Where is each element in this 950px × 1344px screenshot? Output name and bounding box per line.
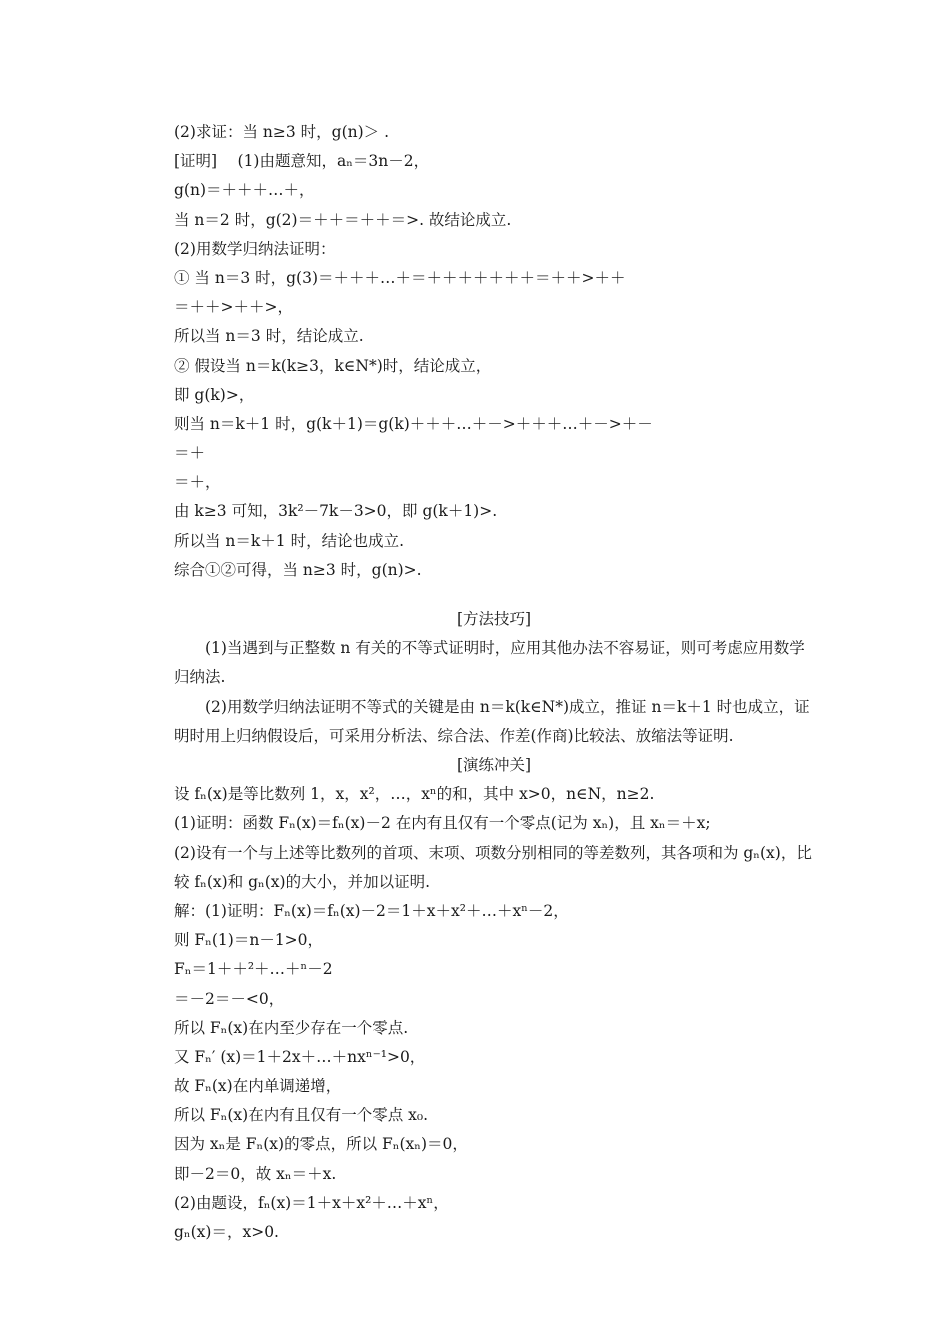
method-paragraph-2: (2)用数学归纳法证明不等式的关键是由 n＝k(k∈N*)成立，推证 n＝k＋1 时也成立，证明时用上归纳假设后，可采用分析法、综合法、作差(作商)比较法、放缩法等证明. bbox=[174, 697, 810, 745]
solution-line: 所以 Fₙ(x)在内有且仅有一个零点 x₀. bbox=[174, 1106, 429, 1125]
proof-line: [证明] (1)由题意知，aₙ＝3n－2， bbox=[174, 152, 430, 171]
method-title: [方法技巧] bbox=[456, 610, 532, 628]
solution-line: (2)由题设，fₙ(x)＝1＋x＋x²＋…＋xⁿ， bbox=[174, 1193, 449, 1212]
proof-line: ② 假设当 n＝k(k≥3，k∈N*)时，结论成立， bbox=[174, 356, 492, 375]
question-intro: 设 fₙ(x)是等比数列 1，x，x²，…，xⁿ的和，其中 x>0，n∈N，n≥2. bbox=[174, 785, 655, 804]
solution-line: 所以 Fₙ(x)在内至少存在一个零点. bbox=[174, 1018, 409, 1037]
solution-line: 即－2＝0，故 xₙ＝＋x. bbox=[174, 1164, 337, 1183]
solution-line: Fₙ＝1＋＋²＋…＋ⁿ－2 bbox=[174, 960, 333, 979]
proof-line: (2)用数学归纳法证明： bbox=[174, 239, 336, 258]
solution-line: 因为 xₙ是 Fₙ(x)的零点，所以 Fₙ(xₙ)＝0， bbox=[174, 1135, 468, 1154]
practice-title: [演练冲关] bbox=[456, 756, 532, 774]
proof-line: ＝＋＋>＋＋>， bbox=[174, 298, 293, 317]
proof-line: ＝＋ bbox=[174, 444, 206, 463]
solution-line: ＝－2＝－<0， bbox=[174, 989, 285, 1008]
document-page bbox=[174, 118, 814, 1247]
method-section bbox=[174, 605, 814, 751]
proof-line: 所以当 n＝3 时，结论成立. bbox=[174, 327, 364, 346]
proof-line: 由 k≥3 可知，3k²－7k－3>0，即 g(k＋1)>. bbox=[174, 502, 498, 521]
proof-line: (2)求证：当 n≥3 时，g(n)＞ . bbox=[174, 123, 389, 141]
question-part-1: (1)证明：函数 Fₙ(x)＝fₙ(x)－2 在内有且仅有一个零点(记为 xₙ)，且 xₙ＝＋x; bbox=[174, 814, 711, 833]
proof-line: 所以当 n＝k＋1 时，结论也成立. bbox=[174, 531, 405, 550]
proof-line: 当 n＝2 时，g(2)＝＋＋＝＋＋＝>. 故结论成立. bbox=[174, 210, 512, 229]
proof-line: ① 当 n＝3 时，g(3)＝＋＋＋…＋＝＋＋＋＋＋＋＋＝＋＋>＋＋ bbox=[174, 268, 626, 287]
solution-line: 解：(1)证明：Fₙ(x)＝fₙ(x)－2＝1＋x＋x²＋…＋xⁿ－2， bbox=[174, 901, 569, 920]
proof-section bbox=[174, 118, 814, 585]
practice-section bbox=[174, 751, 814, 1247]
proof-line: 综合①②可得，当 n≥3 时，g(n)>. bbox=[174, 560, 422, 579]
proof-line: 即 g(k)>， bbox=[174, 385, 255, 404]
proof-line: 则当 n＝k＋1 时，g(k＋1)＝g(k)＋＋＋…＋－>＋＋＋…＋－>＋－ bbox=[174, 414, 653, 433]
solution-line: gₙ(x)＝，x>0. bbox=[174, 1223, 279, 1242]
solution-line: 则 Fₙ(1)＝n－1>0， bbox=[174, 931, 324, 950]
solution-line: 故 Fₙ(x)在内单调递增， bbox=[174, 1077, 342, 1096]
proof-line: g(n)＝＋＋＋…＋， bbox=[174, 181, 315, 200]
solution-line: 又 Fₙ′ (x)＝1＋2x＋…＋nxⁿ⁻¹>0， bbox=[174, 1047, 426, 1066]
question-part-2: (2)设有一个与上述等比数列的首项、末项、项数分别相同的等差数列，其各项和为 gₙ(x)，比较 fₙ(x)和 gₙ(x)的大小，并加以证明. bbox=[174, 843, 812, 891]
proof-line: ＝＋， bbox=[174, 473, 221, 492]
section-gap bbox=[174, 585, 814, 605]
method-paragraph-1: (1)当遇到与正整数 n 有关的不等式证明时，应用其他办法不容易证，则可考虑应用数学归纳法. bbox=[174, 639, 805, 687]
